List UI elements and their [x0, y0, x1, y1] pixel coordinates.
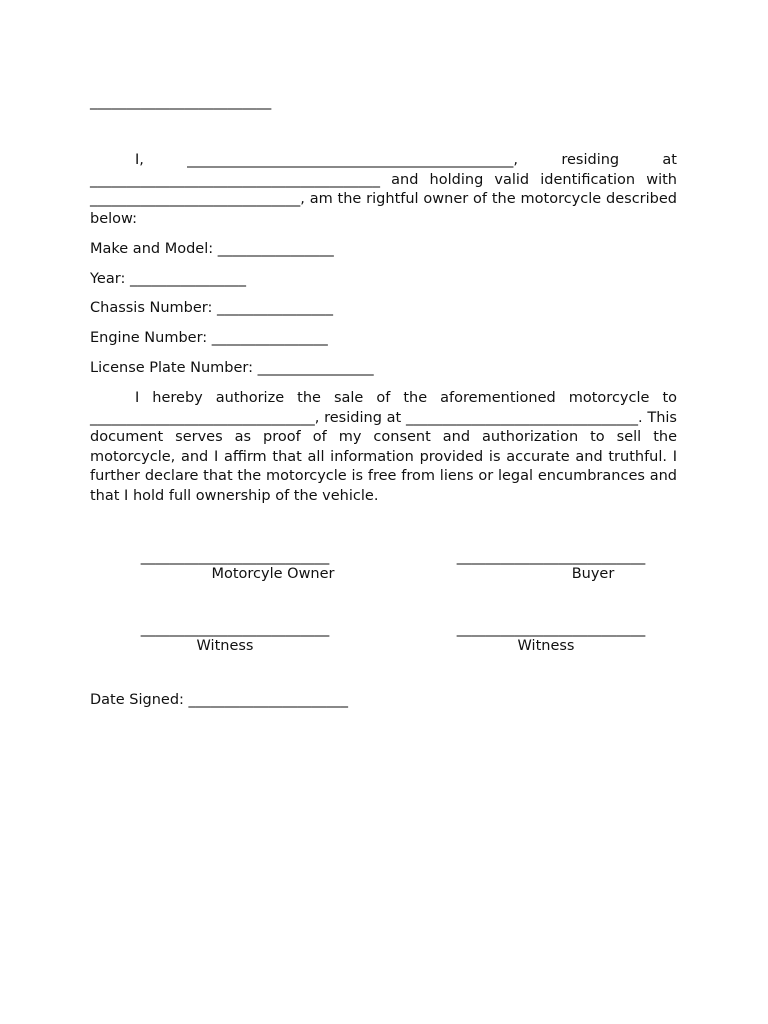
witness1-signature-line: __________________________: [140, 621, 330, 637]
engine-number-field: Engine Number: ________________: [90, 330, 328, 346]
year-field: Year: ________________: [90, 271, 246, 287]
authorization-paragraph: I hereby authorize the sale of the aforementioned motorcycle to _______________________________, residing at ________________________________. This document serves as proof of my consent and authorization to sell the motorcycle, and I affirm that all information provided is accurate and truthful. I further declare that the motorcycle is free from liens or legal encumbrances and that I hold full ownership of the vehicle.: [90, 390, 677, 504]
make-model-field: Make and Model: ________________: [90, 241, 334, 257]
buyer-signature-label: Buyer: [571, 566, 615, 582]
witness2-signature-label: Witness: [517, 638, 575, 654]
owner-signature-line: __________________________: [140, 549, 330, 565]
chassis-number-field: Chassis Number: ________________: [90, 300, 333, 316]
intro-paragraph: I, _____________________________________________, residing at ________________________________________ and holding valid identification with _____________________________, am the rightful owner of the motorcycle described below:: [90, 152, 677, 227]
date-signed-field: Date Signed: ______________________: [90, 692, 349, 708]
license-plate-field: License Plate Number: ________________: [90, 360, 374, 376]
witness1-signature-label: Witness: [196, 638, 254, 654]
owner-signature-label: Motorcyle Owner: [211, 566, 335, 582]
date-line: _________________________: [90, 94, 272, 110]
witness2-signature-line: __________________________: [456, 621, 646, 637]
buyer-signature-line: __________________________: [456, 549, 646, 565]
